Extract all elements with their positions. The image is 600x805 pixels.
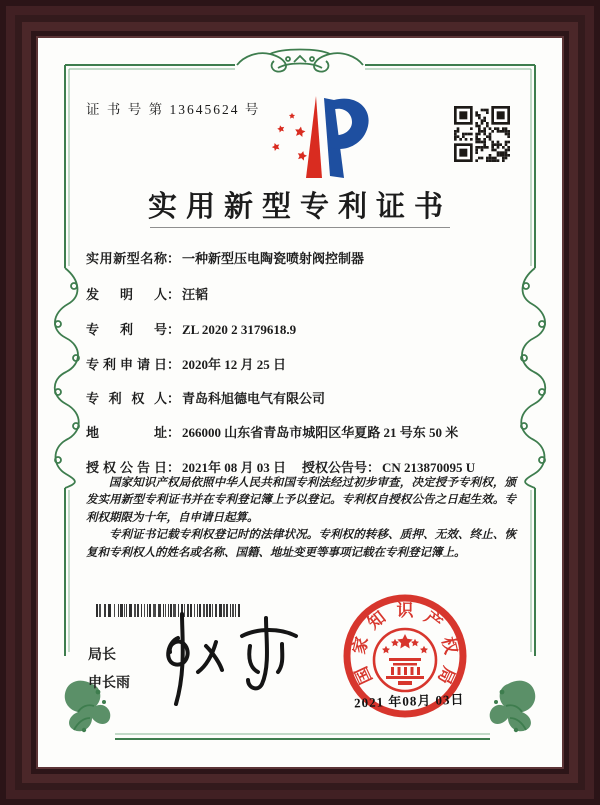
signer-name: 申长雨 (88, 674, 130, 690)
field-value: 2020年 12 月 25 日 (182, 357, 287, 372)
seal-date: 2021 年08月 03日 (353, 691, 465, 711)
legal-paragraph: 专利证书记载专利权登记时的法律状况。专利权的转移、质押、无效、终止、恢复和专利权人的姓名或名称、国籍、地址变更等事项记载在专利登记簿上。 (86, 529, 516, 559)
signer-title: 局长 (88, 646, 116, 662)
svg-text:产: 产 (420, 607, 446, 634)
field-value: 一种新型压电陶瓷喷射阀控制器 (182, 251, 365, 266)
field-grant-number: 授权公告号： CN 213870095 U (302, 460, 476, 475)
certificate-number: 证 书 号 第 13645624 号 (86, 102, 261, 117)
logo-stars (271, 113, 308, 161)
cnipa-patent-logo-icon (256, 92, 374, 184)
svg-text:国: 国 (351, 663, 376, 687)
svg-text:权: 权 (438, 635, 461, 656)
field-value: 青岛科旭德电气有限公司 (182, 391, 326, 406)
field-inventor: 发明人： 汪韬 (86, 287, 209, 302)
field-patent-number: 专利号： ZL 2020 2 3179618.9 (86, 322, 297, 337)
certificate-title: 实用新型专利证书 (147, 191, 452, 223)
seal-national-emblem (374, 629, 436, 691)
svg-text:家: 家 (349, 635, 372, 656)
certificate-paper (38, 38, 562, 767)
field-patentee: 专利权人： 青岛科旭德电气有限公司 (86, 391, 326, 406)
title-underline (150, 227, 450, 228)
field-filing-date: 专利申请日： 2020年 12 月 25 日 (86, 357, 287, 372)
legal-paragraph: 国家知识产权局依照中华人民共和国专利法经过初步审查，决定授予专利权，颁发实用新型专利证书并在专利登记簿上予以登记。专利权自授权公告之日起生效。专利权期限为十年，自申请日起算。 (86, 477, 516, 524)
field-value: 汪韬 (182, 287, 209, 302)
field-utility-model-name: 实用新型名称： 一种新型压电陶瓷喷射阀控制器 (86, 251, 365, 266)
field-address: 地址： 266000 山东省青岛市城阳区华夏路 21 号东 50 米 (86, 425, 459, 440)
field-value: 266000 山东省青岛市城阳区华夏路 21 号东 50 米 (182, 425, 459, 440)
field-grant-date: 授权公告日： 2021年 08 月 03 日 授权公告号： CN 213870095 U (86, 457, 286, 476)
top-flourish-ornament (237, 50, 363, 72)
svg-text:局: 局 (434, 663, 459, 687)
qr-code (454, 106, 510, 162)
field-value: 2021年 08 月 03 日 (182, 460, 287, 475)
svg-text:识: 识 (396, 601, 414, 620)
legal-text (86, 475, 516, 562)
field-value: ZL 2020 2 3179618.9 (182, 322, 297, 337)
svg-text:知: 知 (364, 607, 390, 634)
signature-shen-changyu (150, 608, 330, 708)
field-value: CN 213870095 U (382, 460, 476, 475)
logo-red-wedge (306, 96, 322, 178)
